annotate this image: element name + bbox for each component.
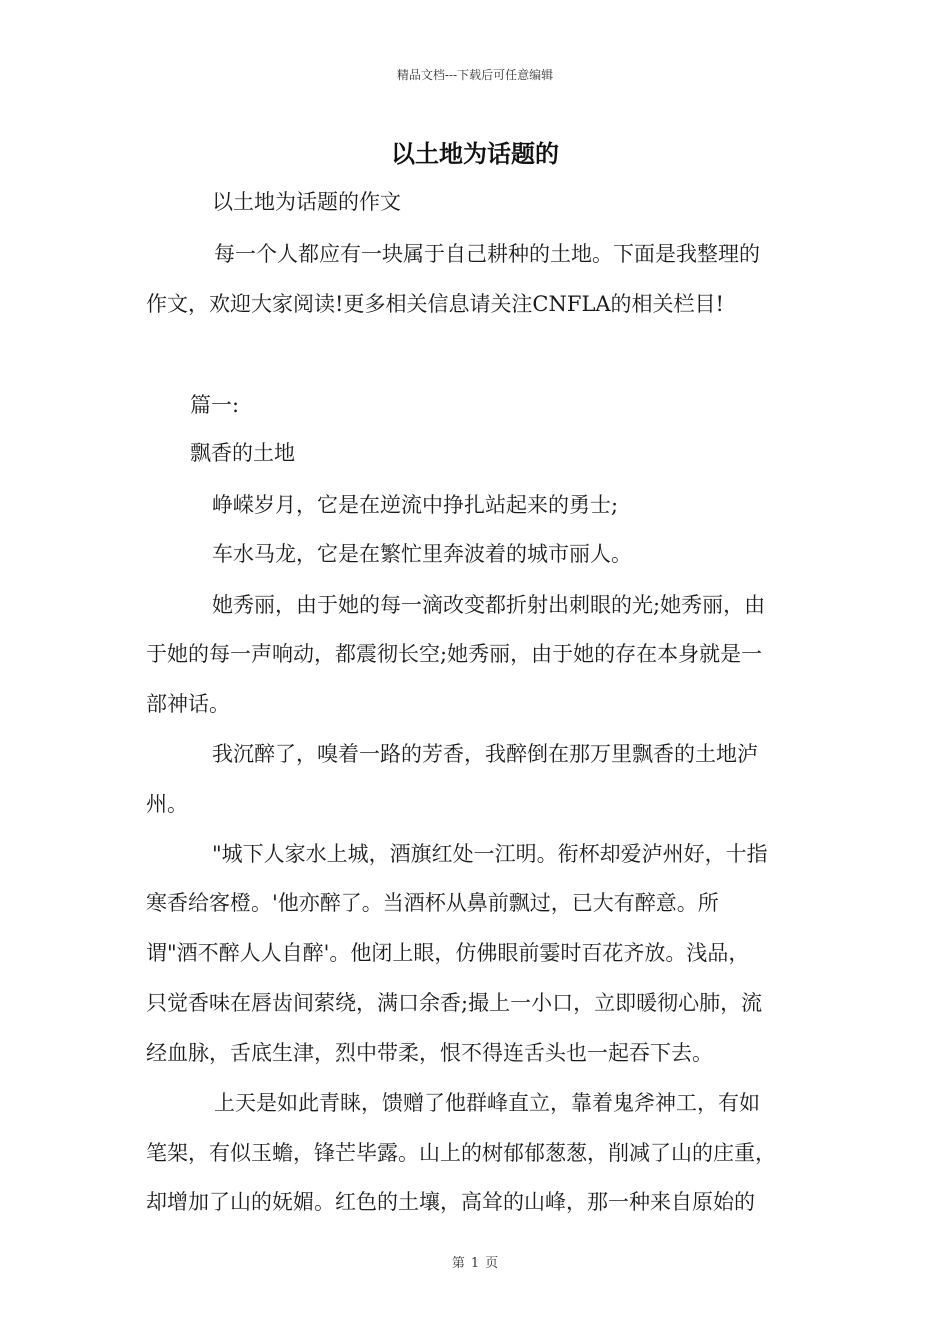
paragraph-line: 经血脉，舌底生津，烈中带柔，恨不得连舌头也一起吞下去。 [146,1041,713,1065]
paragraph-line: 作文，欢迎大家阅读!更多相关信息请关注CNFLA的相关栏目! [146,292,725,316]
paragraph-line: 我沉醉了，嗅着一路的芳香，我醉倒在那万里飘香的土地泸 [212,742,758,766]
page-prefix: 第 [451,1256,465,1271]
page-suffix: 页 [485,1256,499,1271]
document-title: 以土地为话题的 [391,139,559,168]
paragraph-line: 她秀丽，由于她的每一滴改变都折射出刺眼的光;她秀丽，由 [212,593,766,617]
paragraph-line: 只觉香味在唇齿间萦绕，满口余香;撮上一小口，立即暖彻心肺，流 [146,991,763,1015]
paragraph-line: 笔架，有似玉蟾，锋芒毕露。山上的树郁郁葱葱，削减了山的庄重， [146,1141,776,1165]
header-note: 精品文档---下载后可任意编辑 [396,68,554,82]
paragraph-line: 于她的每一声响动，都震彻长空;她秀丽，由于她的存在本身就是一 [146,642,763,666]
paragraph-line: "城下人家水上城，酒旗红处一江明。衔杯却爱泸州好，十指 [212,842,768,866]
page-number: 1 [470,1256,480,1271]
paragraph-line: 峥嵘岁月，它是在逆流中挣扎站起来的勇士; [212,493,619,517]
paragraph-line: 部神话。 [146,692,230,716]
section-heading: 篇一: [190,393,240,417]
paragraph-line: 却增加了山的妩媚。红色的土壤，高耸的山峰，那一种来自原始的 [146,1190,755,1214]
paragraph-line: 州。 [146,792,188,816]
page-number-footer [0,1252,950,1271]
article-title: 飘香的土地 [190,441,295,465]
paragraph-line: 每一个人都应有一块属于自己耕种的土地。下面是我整理的 [214,242,760,266]
paragraph-line: 谓"酒不醉人人自醉'。他闭上眼，仿佛眼前霎时百花齐放。浅品， [146,941,750,965]
subtitle-line: 以土地为话题的作文 [212,190,401,214]
paragraph-line: 寒香给客橙。'他亦醉了。当酒杯从鼻前飘过，已大有醉意。所 [146,891,719,915]
paragraph-line: 车水马龙，它是在繁忙里奔波着的城市丽人。 [212,542,632,566]
paragraph-line: 上天是如此青睐，馈赠了他群峰直立，靠着鬼斧神工，有如 [214,1091,760,1115]
